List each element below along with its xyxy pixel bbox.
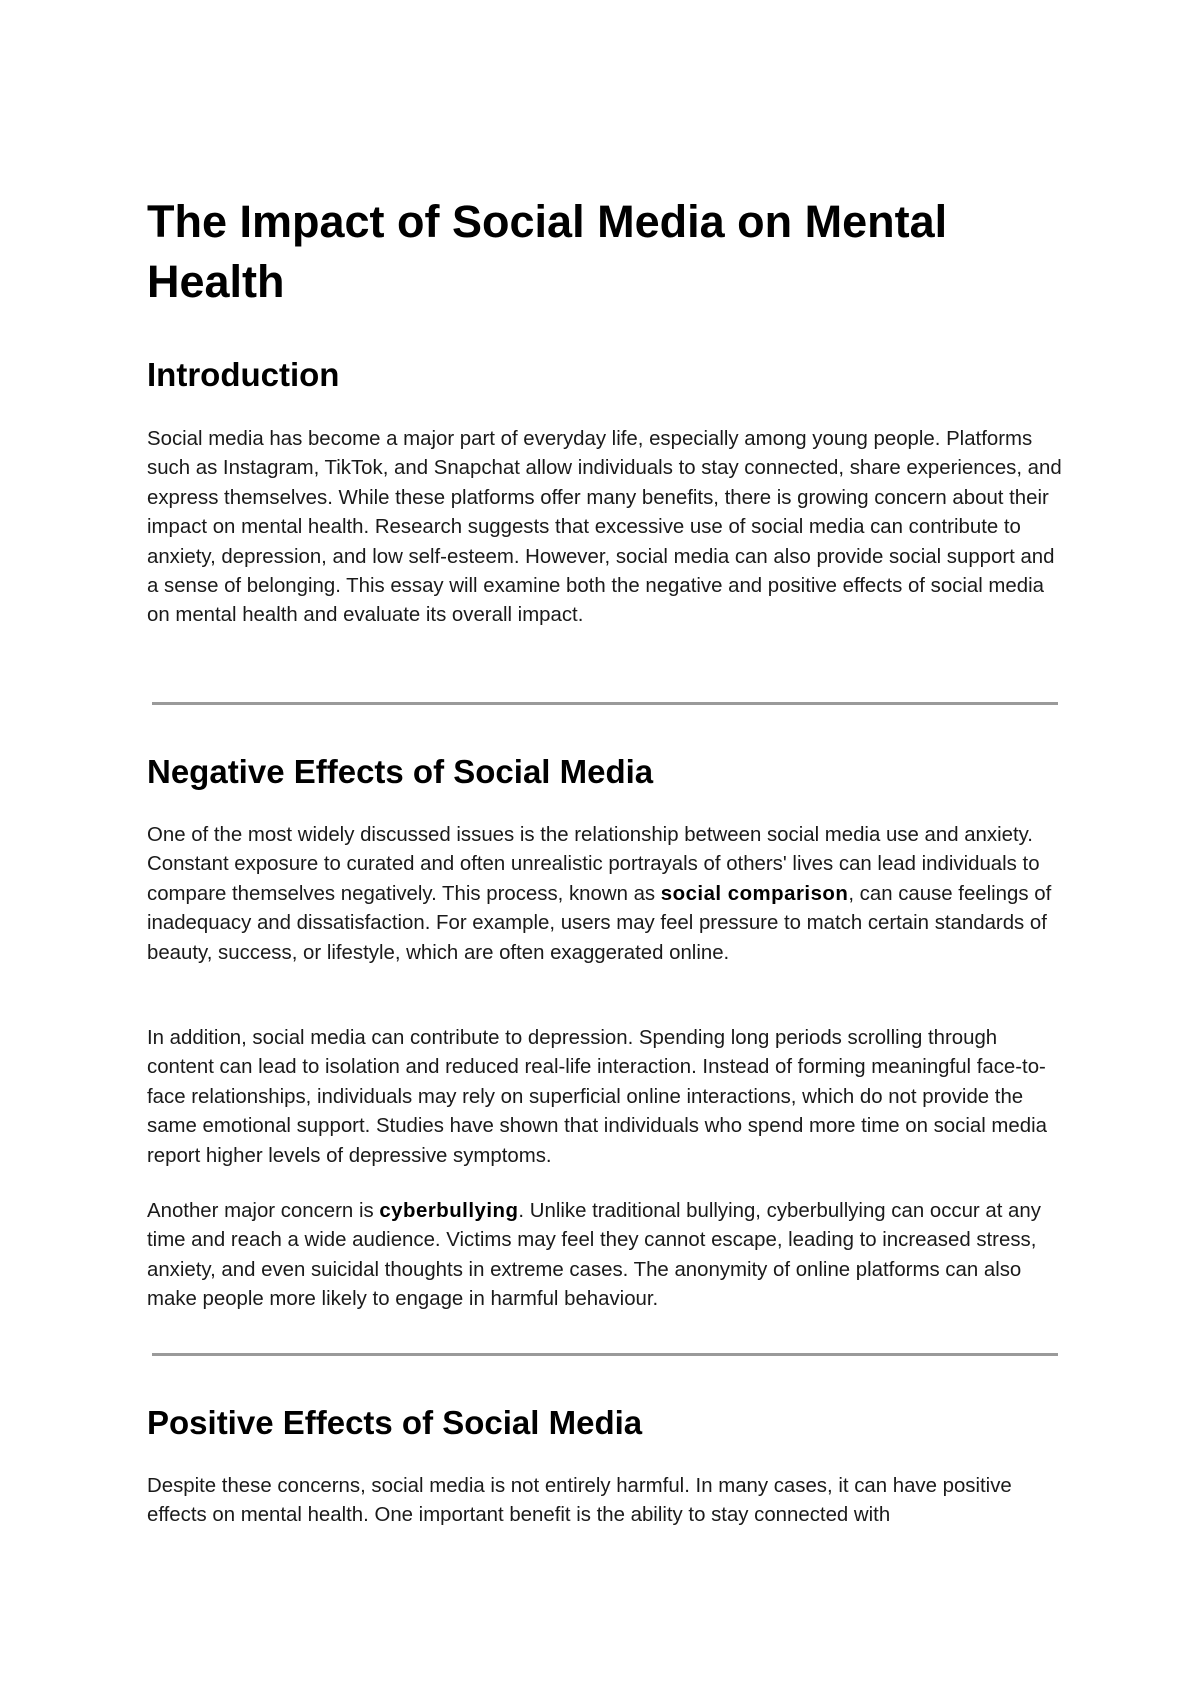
heading-positive-effects: Positive Effects of Social Media	[147, 1404, 643, 1441]
text-run: One of the most widely discussed issues is the relationship between social media use and anxiety. Constant exposure to curated and often unrealistic portrayals of others' lives can lead individuals to compare themselves negatively. This process, known as	[147, 824, 1040, 905]
bold-term-cyberbullying: cyberbullying	[379, 1200, 519, 1222]
text-run: , can cause feelings of inadequacy and dissatisfaction. For example, users may feel pressure to match certain standards of beauty, success, or lifestyle, which are often exaggerated online.	[147, 882, 1052, 964]
document-title: The Impact of Social Media on Mental Health	[147, 196, 948, 307]
text-run: . Unlike traditional bullying, cyberbullying can occur at any time and reach a wide audience. Victims may feel they cannot escape, leading to increased stress, anxiety, and even suicidal thoughts in extreme cases. The anonymity of online platforms can also make people more likely to engage in harmful behaviour.	[147, 1200, 1041, 1311]
heading-introduction: Introduction	[147, 356, 340, 393]
section-divider	[152, 702, 1058, 705]
text-run: Another major concern is	[147, 1200, 380, 1222]
paragraph-social-comparison	[147, 821, 1062, 968]
section-divider	[152, 1353, 1058, 1356]
paragraph-positive-effects: Despite these concerns, social media is not entirely harmful. In many cases, it can have positive effects on mental health. One important benefit is the ability to stay connected with	[147, 1475, 1012, 1527]
heading-negative-effects: Negative Effects of Social Media	[147, 753, 654, 790]
paragraph-cyberbullying	[147, 1197, 1062, 1315]
bold-term-social-comparison: social comparison	[660, 882, 849, 905]
paragraph-depression: In addition, social media can contribute to depression. Spending long periods scrolling through content can lead to isolation and reduced real-life interaction. Instead of forming meaningful face-to-face relationships, individuals may rely on superficial online interactions, which do not provide the same emotional support. Studies have shown that individuals who spend more time on social media report higher levels of depressive symptoms.	[147, 1027, 1047, 1167]
paragraph-introduction: Social media has become a major part of everyday life, especially among young people. Platforms such as Instagram, TikTok, and Snapchat allow individuals to stay connected, share experiences, and express themselves. While these platforms offer many benefits, there is growing concern about their impact on mental health. Research suggests that excessive use of social media can contribute to anxiety, depression, and low self-esteem. However, social media can also provide social support and a sense of belonging. This essay will examine both the negative and positive effects of social media on mental health and evaluate its overall impact.	[147, 428, 1062, 627]
